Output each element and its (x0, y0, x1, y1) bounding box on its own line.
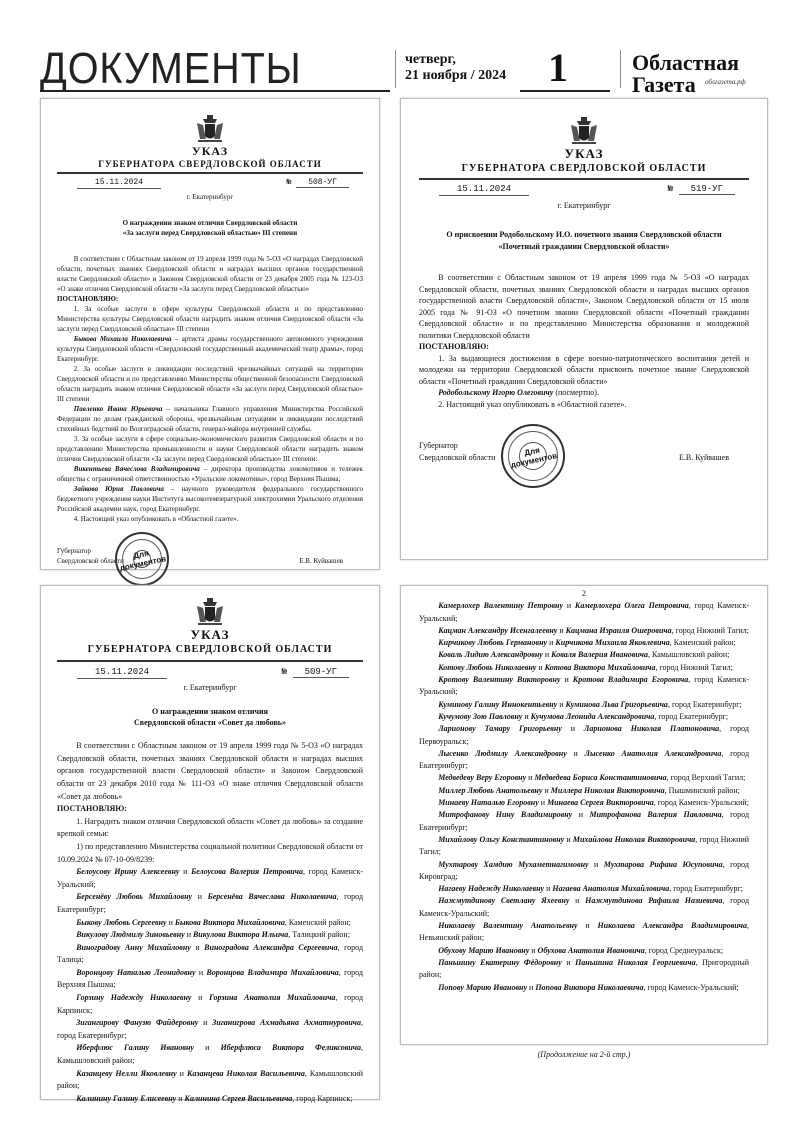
text: и (577, 921, 598, 931)
text: и (166, 917, 175, 927)
awardee-place: город Екатеринбург; (658, 711, 729, 721)
awardee-entry: Кротову Валентину Викторовну и Кротова Владимира Егоровича, город Каменск-Уральский; (419, 675, 750, 697)
coat-of-arms-icon (193, 113, 227, 143)
awardee-name: Кротову Валентину Викторовну (438, 675, 561, 685)
decree-body: В соответствии с Областным законом от 19 апреля 1999 года № 5-ОЗ «О наградах Свердловской области, почетных званиях Свердловской области и наградах высших органов государственной власти Свердловской области» и Законом Свердловской области от 23 декабря 2005 года № 123-ОЗ «О знаке отличия Свердловской области «За заслуги перед Свердловской областью» ПОСТАНОВЛЯЮ: 1. За особые заслуги в сфере культуры Свердловской области и по представлению Министерства культуры Свердловской области наградить знаком отличия Свердловской области «За заслуги перед Свердловской областью» III степени Быкова Михаила Николаевича – артиста драмы государственного автономного учреждения культуры Свердловской области «Свердловский государственный академический театр драмы», город Екатеринбург. 2. За особые заслуги в ликвидации последствий чрезвычайных ситуаций на территории Свердловской области и по представлению Министерства общественной безопасности Свердловской области наградить знаком отличия Свердловской области «За заслуги перед Свердловской областью» III степени Павленко Ивана Юрьевича – начальника Главного управления Министерства Российской Федерации по делам гражданской обороны, чрезвычайным ситуациям и ликвидации последствий стихийных бедствий по Волгоградской области, генерал-майора внутренней службы. 3. За особые заслуги в сфере социально-экономического развития Свердловской области и по представлению Министерства промышленности и науки Свердловской области наградить знаком отличия Свердловской области «За заслуги перед Свердловской областью» III степени: Викентьева Вячеслова Владимировича – директора производства локомотивов и тележек общества с ограниченной ответственностью «Уральские локомотивы», город Верхняя Пышма; Зайкова Юрия Павловича – научного руководителя федерального государственного бюджетного учреждения науки Института высокотемпературной электрохимии Уральского отделения Российской академии наук, город Екатеринбург. 4. Настоящий указ опубликовать в «Областной газете». (57, 255, 364, 523)
awardee-entry: Быкову Любовь Сергеевну и Быкова Виктора Михайловича, Каменский район; (76, 917, 351, 927)
text: и (544, 884, 553, 894)
newspaper-header (0, 0, 800, 97)
text: и (176, 1093, 185, 1103)
text: и (588, 859, 604, 869)
text: и (542, 785, 551, 795)
text: и (522, 711, 531, 721)
awardee-name: Кацман Александру Исенгалеевну (438, 625, 558, 635)
awardee-entry: Белоусову Ирину Алексеевну и Белоусова Валерия Петровича, город Каменск-Уральский; (57, 867, 363, 889)
awardee-name: Паньшина Николая Георгиевича (575, 957, 696, 967)
text: и (557, 699, 566, 709)
awardee-name: Миллера Николая Викторовича (550, 785, 665, 795)
awardee-entry: Зигангирову Фанузю Файдеровну и Зиганигрова Ахмадьяна Ахматнуровича, город Екатеринбург; (57, 1018, 363, 1040)
page-number-underline (520, 90, 610, 92)
decree-508 (40, 98, 380, 573)
decree-number: № 509-УГ (282, 666, 349, 679)
date: 21 ноября / 2024 (405, 68, 507, 83)
awardee-name: Калинину Галину Елисеевну (76, 1093, 177, 1103)
decree-heading: УКАЗ (191, 144, 229, 158)
awardee-place: город Первоуральск; (419, 724, 749, 746)
awardee-name: Михайлову Ольгу Константиновну (438, 834, 565, 844)
awardee-name: Белоусова Валерия Петровича (191, 867, 303, 877)
signer-name: Е.В. Куйвашев (679, 453, 729, 462)
awardee-name: Миллер Любовь Анатольевну (438, 785, 543, 795)
awardee-name: Воронцову Наталью Леонидовну (76, 967, 196, 977)
awardee-name: Медведева Бориса Константиновича (534, 773, 667, 783)
text: и (192, 892, 208, 902)
awardee-entry: Паньшину Екатерину Фёдоровну и Паньшина Николая Георгиевича, Пригородный район; (419, 957, 750, 980)
awardee-name: Иберфлюса Виктора Феликсовича (220, 1043, 361, 1053)
awardee-place: город Каменск-Уральский; (657, 798, 749, 808)
awardee-place: Камышловский район; (651, 650, 730, 660)
awardee-place: город Кировград; (419, 859, 749, 881)
text: и (561, 724, 584, 734)
logo-line1: Областная (632, 50, 740, 75)
awardee-name: Зигангирову Фанузю Файдеровну (76, 1018, 199, 1028)
text: и (547, 638, 556, 648)
awardee-place: Пышминский район; (668, 785, 740, 795)
page-number: 1 (548, 45, 568, 90)
text: и (198, 1018, 213, 1028)
awardee-name: Котову Любовь Николаевну (438, 662, 537, 672)
decree-title: О награждении знаком отличия Свердловской области «Совет да любовь» (133, 707, 287, 728)
text: и (566, 748, 585, 758)
awardee-name: Михайлова Николая Викторовича (572, 834, 696, 844)
awardee-name: Калинина Сергея Васильевича (184, 1093, 293, 1103)
awardee-name: Ларионову Тамару Григорьевну (438, 724, 562, 734)
awardee-place: город Нижний Тагил; (659, 662, 733, 672)
decree-city: г. Екатеринбург (557, 200, 611, 210)
awardee-name: Нажмутдинова Рафаила Назиевича (585, 896, 723, 906)
awardee-place: город Екатеринбург; (419, 810, 750, 832)
awardee-place: Камышловский район; (57, 1056, 135, 1066)
awardee-place: Пригородный район; (419, 957, 750, 980)
signature-block: Губернатор Свердловской области Е.В. Куйвашев Для документов (419, 440, 749, 463)
text: и (190, 942, 205, 952)
awardee-entry: Миллер Любовь Анатольевну и Миллера Николая Викторовича, Пышминский район; (438, 785, 740, 795)
awardee-entry: Калинину Галину Елисеевну и Калинина Сергея Васильевича, город Карпинск; (76, 1093, 353, 1103)
coat-of-arms-icon (193, 596, 227, 626)
decree-number: № 519-УГ (668, 184, 735, 196)
awardee-entry: Нагаеву Надежду Николаевну и Нагаева Анатолия Михайловича, город Екатеринбург; (438, 884, 743, 894)
decree-heading: УКАЗ (564, 146, 604, 161)
text: и (179, 867, 192, 877)
text: и (538, 798, 548, 808)
awardee-entry: Медведеву Веру Егоровну и Медведева Бориса Константиновича, город Верхний Тагил; (438, 773, 746, 783)
awardee-name: Мухтарова Рифана Юсуповича (603, 859, 723, 869)
awardee-place: город Талица; (57, 942, 364, 965)
decree-city: г. Екатеринбург (186, 193, 234, 201)
awardee-name: Кротова Владимира Егоровича (572, 675, 689, 685)
awardee-entry: Камерлохер Валентину Петровну и Камерлохера Олега Петровича, город Каменск-Уральский; (419, 601, 750, 623)
awardee-name: Воронцова Владимира Михайловича (206, 967, 339, 977)
awardee-entry: Воронцову Наталью Леонидовну и Воронцова Владимира Михайловича, город Верхняя Пышма; (57, 967, 363, 990)
awardee-name: Ларионова Николая Платоновича (583, 724, 720, 734)
awardee-name: Быкова Виктора Михайловича (174, 917, 285, 927)
awardee-place: Каменский район; (673, 638, 736, 648)
text: и (557, 625, 566, 635)
awardee-place: город Екатеринбург; (57, 892, 364, 914)
awardee-entry: Куминову Галину Иннокентьевну и Куминова Льва Григорьевича, город Екатеринбург; (438, 699, 742, 709)
section-rubric: ДОКУМЕНТЫ (40, 44, 302, 93)
awardee-place: город Екатеринбург; (671, 699, 742, 709)
awardee-name: Виноградову Анну Михайловну (76, 942, 191, 952)
awardee-name: Зиганигрова Ахмадьяна Ахматнуровича (212, 1018, 361, 1028)
awardee-entry: Котову Любовь Николаевну и Котова Виктора Михайловича, город Нижний Тагил; (438, 662, 733, 672)
awardee-name: Котова Виктора Михайловича (544, 662, 656, 672)
divider (620, 50, 621, 88)
awardee-place: город Каменск-Уральский; (419, 675, 750, 697)
awardee-entry: Минаеву Наталью Егоровну и Минаева Сергея Викторовича, город Каменск-Уральский; (438, 798, 749, 808)
text: и (561, 957, 576, 967)
text: и (564, 834, 573, 844)
decree-issuer: ГУБЕРНАТОРА СВЕРДЛОВСКОЙ ОБЛАСТИ (57, 159, 363, 174)
continuation-note: (Продолжение на 2-й стр.) (537, 1050, 631, 1059)
text: и (527, 982, 536, 992)
awardee-name: Обухова Анатолия Ивановича (537, 945, 645, 955)
decree-title: О присвоении Родобольскому И.О. почетного звания Свердловской области «Почетный гражданин Свердловской области» (446, 230, 722, 251)
awardee-name: Нагаеву Надежду Николаевну (438, 884, 545, 894)
awardee-name: Казанцева Николая Васильевича (187, 1068, 305, 1078)
awardee-place: город Нижний Тагил; (675, 625, 749, 635)
awardee-name: Лысенко Людмилу Александровну (438, 748, 567, 758)
awardee-place: город Каменск-Уральский; (647, 982, 739, 992)
awardee-entry: Горзину Надежду Николаевну и Горзина Анатолия Михайловича, город Карпинск; (57, 993, 364, 1015)
awardee-entry: Обухову Марию Ивановну и Обухова Анатолия Ивановича, город Среднеуральск; (438, 945, 724, 955)
awardee-entry: Иберфлюс Галину Ивановну и Иберфлюса Виктора Феликсовича, Камышловский район; (57, 1043, 363, 1066)
text: и (563, 601, 575, 611)
decree-issuer: ГУБЕРНАТОРА СВЕРДЛОВСКОЙ ОБЛАСТИ (57, 644, 363, 662)
text: и (560, 675, 573, 685)
awardee-place: Талицкий район; (292, 930, 350, 940)
awardee-place: город Верхний Тагил; (670, 773, 746, 783)
awardee-name: Медведеву Веру Егоровну (438, 773, 527, 783)
awardee-place: Каменский район; (288, 917, 351, 927)
signature-block: Губернатор Свердловской области Е.В. Куйвашев Для документов (57, 546, 363, 566)
awardee-place: Камышловский район; (57, 1068, 364, 1091)
decree-date: 15.11.2024 (77, 666, 167, 680)
awardee-place: город Среднеуральск; (648, 945, 724, 955)
decree-body (419, 600, 749, 994)
awardee-name: Камерлохер Валентину Петровну (438, 601, 564, 611)
awardee-name: Нагаева Анатолия Михайловича (552, 884, 670, 894)
awardee-entry: Лысенко Людмилу Александровну и Лысенко Анатолия Александровича, город Екатеринбург; (419, 748, 750, 771)
awardee-name: Казанцеву Нелли Яковлевну (76, 1068, 177, 1078)
decree-number: № 508-УГ (287, 178, 349, 188)
awardee-entry: Ларионову Тамару Григорьевну и Ларионова Николая Платоновича, город Первоуральск; (419, 724, 749, 746)
awardee-entry: Викулову Людмилу Зиновьевну и Викулова Виктора Ильича, Талицкий район; (76, 930, 350, 940)
awardee-place: город Каменск-Уральский; (419, 601, 750, 623)
decree-city: г. Екатеринбург (183, 682, 237, 692)
text: и (191, 993, 210, 1003)
text: и (542, 650, 552, 660)
awardee-name: Кацмана Израиля Ошеровича (565, 625, 672, 635)
awardee-name: Горзина Анатолия Михайловича (209, 993, 336, 1003)
awardee-name: Коваль Лидию Александровну (438, 650, 543, 660)
awardee-name: Нажмутдинову Светлану Яхеевну (438, 896, 570, 906)
awardee-name: Минаева Сергея Викторовича (547, 798, 654, 808)
awardee-place: город Карпинск; (57, 993, 364, 1015)
awardee-name: Попову Марию Ивановну (438, 982, 528, 992)
awardee-name: Николаева Александра Владимировича (597, 921, 748, 931)
newspaper-logo (632, 52, 739, 96)
awardee-name: Минаеву Наталью Егоровну (438, 798, 539, 808)
awardee-entry: Виноградову Анну Михайловну и Виноградова Александра Сергеевича, город Талица; (57, 942, 364, 965)
text: и (529, 945, 538, 955)
awardee-entry: Мухтарову Хамдию Мухаметнагимовну и Мухтарова Рифана Юсуповича, город Кировград; (419, 859, 749, 881)
awardee-name: Кирчикова Михаила Яковлевича (555, 638, 670, 648)
official-stamp: Для документов (501, 424, 565, 488)
awardee-name: Митрофанову Нину Владимировну (438, 810, 573, 820)
awardee-name: Берсенёва Вячеслава Николаевича (207, 892, 337, 902)
coat-of-arms-icon (567, 115, 601, 145)
text: и (572, 810, 590, 820)
awardee-place: город Верхняя Пышма; (57, 967, 363, 990)
awardee-place: город Нижний Тагил; (419, 834, 750, 857)
awardee-entry: Кирчикову Любовь Германовну и Кирчикова Михаила Яковлевича, Каменский район; (438, 638, 736, 648)
awardee-entry: Попову Марию Ивановну и Попова Виктора Николаевича, город Каменск-Уральский; (438, 982, 739, 992)
awardee-name: Викулова Виктора Ильича (192, 930, 289, 940)
decree-heading: УКАЗ (190, 627, 230, 642)
awardee-entry: Михайлову Ольгу Константиновну и Михайлова Николая Викторовича, город Нижний Тагил; (419, 834, 750, 857)
awardee-name: Белоусову Ирину Алексеевну (76, 867, 180, 877)
awardee-name: Попова Виктора Николаевича (535, 982, 644, 992)
awardee-name: Иберфлюс Галину Ивановну (76, 1043, 194, 1053)
awardee-entry: Кучумову Зою Павловну и Кучумова Леонида Александровича, город Екатеринбург; (438, 711, 729, 721)
decree-509 (40, 585, 380, 1103)
awardee-entry: Николаеву Валентину Анатольевну и Николаева Александра Владимировича, Невьянский район; (419, 921, 750, 943)
awardee-place: город Карпинск; (296, 1093, 353, 1103)
awardee-name: Куминову Галину Иннокентьевну (438, 699, 558, 709)
awardee-entry: Кацман Александру Исенгалеевну и Кацмана Израиля Ошеровича, город Нижний Тагил; (438, 625, 749, 635)
signer-name: Е.В. Куйвашев (299, 557, 343, 565)
site-url: облгазета.рф (705, 78, 746, 86)
text: и (536, 662, 545, 672)
decree-date: 15.11.2024 (439, 184, 529, 197)
awardee-entry: Коваль Лидию Александровну и Коваля Валерия Ивановича, Камышловский район; (438, 650, 730, 660)
decree-date: 15.11.2024 (77, 178, 161, 189)
divider (395, 50, 396, 88)
text: и (569, 896, 586, 906)
awardee-name: Камерлохера Олега Петровича (574, 601, 689, 611)
decree-title: О награждении знаком отличия Свердловской области «За заслуги перед Свердловской областью» III степени (122, 219, 298, 237)
awardee-entry: Берсенёву Любовь Михайловну и Берсенёва Вячеслава Николаевича, город Екатеринбург; (57, 892, 364, 914)
text: и (193, 1043, 221, 1053)
decree-body: В соответствии с Областным законом от 19 апреля 1999 года № 5-ОЗ «О наградах Свердловской области, почетных званиях Свердловской области и наградах высших органов государственной власти Свердловской области», Законом Свердловской области от 15 июля 2005 года № 91-ОЗ «О почетном звании Свердловской области «Почетный гражданин Свердловской области» и по представлению Министерства образования и молодежной политики Свердловской области ПОСТАНОВЛЯЮ: 1. За выдающиеся достижения в сфере военно-патриотического воспитания детей и молодежи на территории Свердловской области присвоить почетное звание Свердловской области «Почетный гражданин Свердловской области» Родобольскому Игорю Олеговичу (посмертно). 2. Настоящий указ опубликовать в «Областной газете». (419, 273, 749, 409)
decree-body: В соответствии с Областным законом от 19 апреля 1999 года № 5-ОЗ «О наградах Свердловской области, почетных званиях Свердловской области и наградах высших органов государственной власти Свердловской области» и Законом Свердловской области от 23 декабря 2010 года № 111-ОЗ «О знаке отличия Свердловской области «Совет да любовь» ПОСТАНОВЛЯЮ: 1. Наградить знаком отличия Свердловской области «Совет да любовь» за создание крепкой семьи: 1) по представлению Министерства социальной политики Свердловской области от 10.09.2024 № 07-10-09/8239: Белоусову Ирину Алексеевну и Белоусова Валерия Петровича, город Каменск-Уральский; Берсенёву Любовь Михайловну и Берсенёва Вячеслава Николаевича, город Екатеринбург; Быкову Любовь Сергеевну и Быкова Виктора Михайловича, Каменский район; Викулову Людмилу Зиновьевну и Викулова Виктора Ильича, Талицкий район; Виноградову Анну Михайловну и Виноградова Александра Сергеевича, город Талица; Воронцову Наталью Леонидовну и Воронцова Владимира Михайловича, город Верхняя Пышма; Горзину Надежду Николаевну и Горзина Анатолия Михайловича, город Карпинск; Зигангирову Фанузю Файдеровну и Зиганигрова Ахмадьяна Ахматнуровича, город Екатеринбург; Иберфлюс Галину Ивановну и Иберфлюса Виктора Феликсовича, Камышловский район; Казанцеву Нелли Яковлевну и Казанцева Николая Васильевича, Камышловский район; Калинину Галину Елисеевну и Калинина Сергея Васильевича, город Карпинск; (57, 740, 363, 1105)
awardee-name: Кучумову Зою Павловну (438, 711, 523, 721)
awardee-name: Быкову Любовь Сергеевну (76, 917, 167, 927)
awardee-entry: Нажмутдинову Светлану Яхеевну и Нажмутдинова Рафаила Назиевича, город Каменск-Уральский; (419, 896, 750, 918)
awardee-place: город Екатеринбург; (57, 1030, 127, 1040)
official-stamp: Для документов (115, 532, 169, 586)
awardee-name: Викулову Людмилу Зиновьевну (76, 930, 185, 940)
awardee-place: город Екатеринбург; (673, 884, 743, 894)
awardee-name: Куминова Льва Григорьевича (565, 699, 668, 709)
awardee-entry: Казанцеву Нелли Яковлевну и Казанцева Николая Васильевича, Камышловский район; (57, 1068, 364, 1091)
text: и (526, 773, 535, 783)
awardee-name: Митрофанова Валерия Павловича (589, 810, 722, 820)
awardee-place: город Каменск-Уральский; (57, 867, 363, 889)
awardee-place: город Екатеринбург; (419, 748, 750, 771)
awardee-place: Невьянский район; (419, 933, 485, 943)
text: и (195, 967, 207, 977)
logo-line2: Газета (632, 72, 696, 97)
decree-issuer: ГУБЕРНАТОРА СВЕРДЛОВСКОЙ ОБЛАСТИ (419, 163, 749, 180)
awardee-name: Николаеву Валентину Анатольевну (438, 921, 578, 931)
awardee-entry: Митрофанову Нину Владимировну и Митрофанова Валерия Павловича, город Екатеринбург; (419, 810, 750, 832)
text: и (184, 930, 193, 940)
text: и (176, 1068, 187, 1078)
rubric-underline (40, 90, 390, 92)
awardee-name: Обухову Марию Ивановну (438, 945, 530, 955)
issue-date (405, 52, 506, 84)
page-marker: 2 (582, 589, 586, 598)
decree-519 (400, 98, 768, 560)
awardee-name: Паньшину Екатерину Фёдоровну (438, 957, 562, 967)
awardee-name: Берсенёву Любовь Михайловну (76, 892, 193, 902)
awardee-name: Кучумова Леонида Александровича (530, 711, 655, 721)
awardee-name: Лысенко Анатолия Александровича (584, 748, 722, 758)
decree-509-page2 (400, 585, 768, 1045)
awardee-name: Горзину Надежду Николаевну (76, 993, 192, 1003)
awardee-place: город Каменск-Уральский; (419, 896, 750, 918)
weekday: четверг, (405, 52, 456, 67)
awardee-name: Мухтарову Хамдию Мухаметнагимовну (438, 859, 589, 869)
awardee-name: Кирчикову Любовь Германовну (438, 638, 548, 648)
awardee-name: Виноградова Александра Сергеевича (204, 942, 338, 952)
awardee-name: Коваля Валерия Ивановича (551, 650, 648, 660)
